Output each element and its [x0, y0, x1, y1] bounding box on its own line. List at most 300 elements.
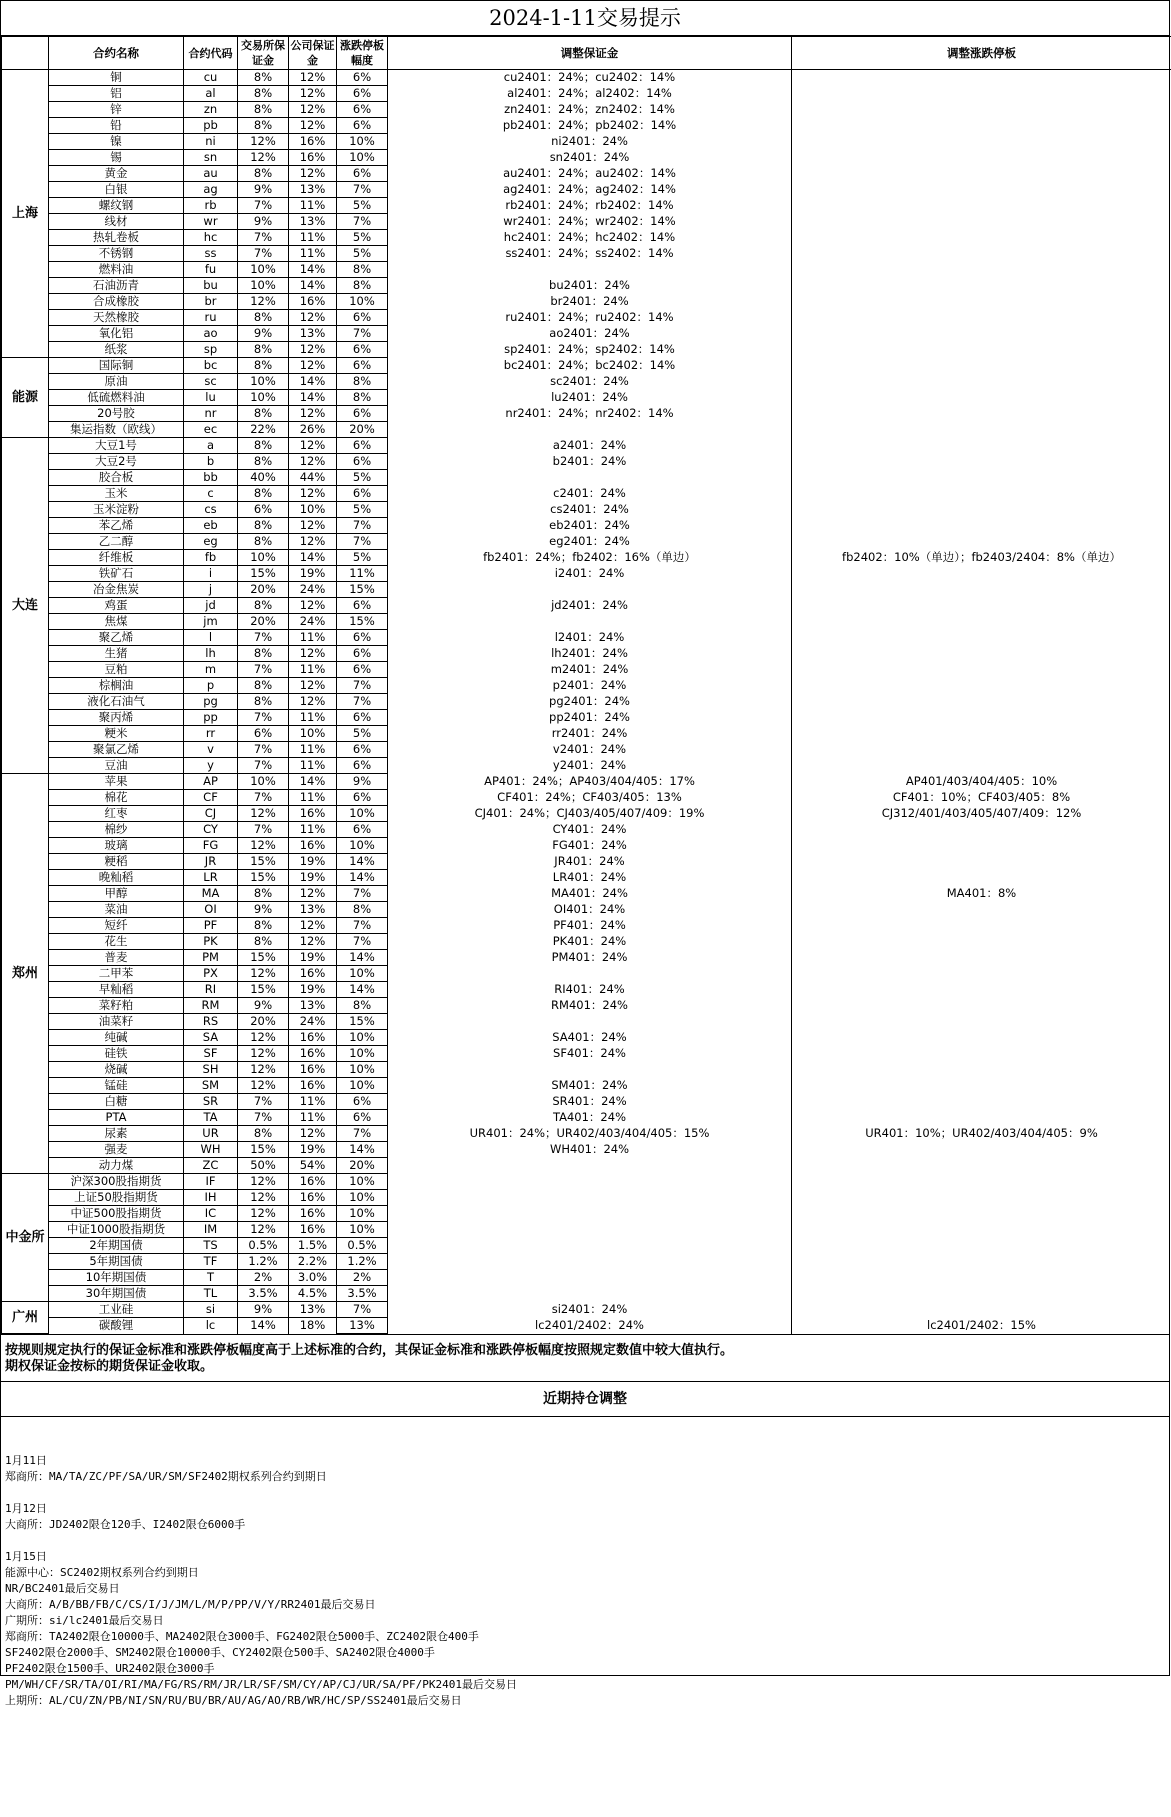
table-row — [2, 70, 1171, 86]
limit-range: 14% — [337, 854, 388, 870]
adjust-limit — [792, 1110, 1171, 1126]
exchange-margin: 12% — [238, 1030, 289, 1046]
company-margin: 12% — [289, 86, 337, 102]
adjust-margin — [388, 1158, 792, 1174]
company-margin: 12% — [289, 486, 337, 502]
exchange-margin: 8% — [238, 166, 289, 182]
company-margin: 19% — [289, 1142, 337, 1158]
adjust-limit — [792, 166, 1171, 182]
adjust-limit — [792, 1190, 1171, 1206]
adjust-margin: LR401：24% — [388, 870, 792, 886]
adjust-limit — [792, 86, 1171, 102]
recent-line: 1月12日 — [5, 1502, 47, 1515]
limit-range: 6% — [337, 438, 388, 454]
table-row — [2, 790, 1171, 806]
company-margin: 16% — [289, 1222, 337, 1238]
header-exchange — [2, 37, 49, 70]
company-margin: 13% — [289, 214, 337, 230]
contract-code: lu — [184, 390, 238, 406]
exchange-cell: 能源 — [2, 358, 49, 438]
contract-code: zn — [184, 102, 238, 118]
exchange-margin: 12% — [238, 1206, 289, 1222]
margin-table — [1, 36, 1171, 1334]
contract-name: 晚籼稻 — [49, 870, 184, 886]
exchange-margin: 9% — [238, 902, 289, 918]
limit-range: 7% — [337, 326, 388, 342]
exchange-margin: 6% — [238, 502, 289, 518]
exchange-cell: 郑州 — [2, 774, 49, 1174]
exchange-margin: 12% — [238, 806, 289, 822]
contract-code: nr — [184, 406, 238, 422]
company-margin: 14% — [289, 550, 337, 566]
limit-range: 5% — [337, 246, 388, 262]
company-margin: 16% — [289, 1206, 337, 1222]
contract-code: bb — [184, 470, 238, 486]
contract-code: PK — [184, 934, 238, 950]
exchange-margin: 7% — [238, 790, 289, 806]
recent-line: 广期所：si/lc2401最后交易日 — [5, 1614, 164, 1627]
adjust-limit — [792, 454, 1171, 470]
adjust-limit — [792, 214, 1171, 230]
contract-name: 液化石油气 — [49, 694, 184, 710]
contract-name: 中证1000股指期货 — [49, 1222, 184, 1238]
exchange-margin: 7% — [238, 822, 289, 838]
adjust-margin: FG401：24% — [388, 838, 792, 854]
table-row — [2, 838, 1171, 854]
contract-code: cs — [184, 502, 238, 518]
limit-range: 6% — [337, 486, 388, 502]
adjust-margin: cs2401：24% — [388, 502, 792, 518]
adjust-limit — [792, 1094, 1171, 1110]
contract-name: 棉花 — [49, 790, 184, 806]
adjust-margin: v2401：24% — [388, 742, 792, 758]
contract-code: pg — [184, 694, 238, 710]
exchange-margin: 7% — [238, 1110, 289, 1126]
contract-code: y — [184, 758, 238, 774]
spacer — [5, 1485, 1165, 1501]
exchange-margin: 22% — [238, 422, 289, 438]
company-margin: 16% — [289, 1078, 337, 1094]
contract-code: IM — [184, 1222, 238, 1238]
company-margin: 19% — [289, 854, 337, 870]
company-margin: 19% — [289, 870, 337, 886]
table-row — [2, 246, 1171, 262]
contract-name: 乙二醇 — [49, 534, 184, 550]
adjust-margin — [388, 582, 792, 598]
recent-line: 1月15日 — [5, 1550, 47, 1563]
table-row — [2, 598, 1171, 614]
table-row — [2, 310, 1171, 326]
contract-code: TF — [184, 1254, 238, 1270]
table-row — [2, 1286, 1171, 1302]
adjust-limit: AP401/403/404/405：10% — [792, 774, 1171, 790]
adjust-limit — [792, 438, 1171, 454]
recent-line: 大商所：A/B/BB/FB/C/CS/I/J/JM/L/M/P/PP/V/Y/RR2401最后交易日 — [5, 1598, 376, 1611]
limit-range: 6% — [337, 102, 388, 118]
table-row — [2, 1078, 1171, 1094]
limit-range: 7% — [337, 182, 388, 198]
adjust-margin: al2401：24%；al2402：14% — [388, 86, 792, 102]
adjust-limit — [792, 326, 1171, 342]
company-margin: 16% — [289, 838, 337, 854]
contract-name: 棉纱 — [49, 822, 184, 838]
limit-range: 8% — [337, 278, 388, 294]
contract-code: T — [184, 1270, 238, 1286]
exchange-margin: 8% — [238, 438, 289, 454]
adjust-limit — [792, 182, 1171, 198]
exchange-margin: 9% — [238, 1302, 289, 1318]
adjust-margin: bu2401：24% — [388, 278, 792, 294]
adjust-margin: bc2401：24%；bc2402：14% — [388, 358, 792, 374]
adjust-margin: SF401：24% — [388, 1046, 792, 1062]
adjust-margin: l2401：24% — [388, 630, 792, 646]
adjust-margin: TA401：24% — [388, 1110, 792, 1126]
table-row — [2, 214, 1171, 230]
exchange-margin: 12% — [238, 838, 289, 854]
table-row — [2, 982, 1171, 998]
adjust-limit — [792, 150, 1171, 166]
contract-code: lh — [184, 646, 238, 662]
table-row — [2, 518, 1171, 534]
table-row — [2, 150, 1171, 166]
adjust-margin: pg2401：24% — [388, 694, 792, 710]
exchange-margin: 8% — [238, 1126, 289, 1142]
contract-code: i — [184, 566, 238, 582]
limit-range: 6% — [337, 70, 388, 86]
company-margin: 13% — [289, 902, 337, 918]
company-margin: 12% — [289, 886, 337, 902]
company-margin: 4.5% — [289, 1286, 337, 1302]
limit-range: 7% — [337, 1126, 388, 1142]
table-row — [2, 774, 1171, 790]
adjust-limit — [792, 982, 1171, 998]
company-margin: 11% — [289, 630, 337, 646]
header-adjust-limit: 调整涨跌停板 — [792, 37, 1171, 70]
adjust-limit — [792, 422, 1171, 438]
adjust-margin: hc2401：24%；hc2402：14% — [388, 230, 792, 246]
adjust-limit — [792, 758, 1171, 774]
exchange-margin: 7% — [238, 662, 289, 678]
limit-range: 10% — [337, 838, 388, 854]
contract-code: bc — [184, 358, 238, 374]
adjust-margin: ag2401：24%；ag2402：14% — [388, 182, 792, 198]
adjust-margin — [388, 1062, 792, 1078]
limit-range: 20% — [337, 1158, 388, 1174]
limit-range: 15% — [337, 1014, 388, 1030]
exchange-margin: 8% — [238, 454, 289, 470]
header-exchange-margin: 交易所保证金 — [238, 37, 289, 70]
adjust-limit — [792, 566, 1171, 582]
contract-name: 粳稻 — [49, 854, 184, 870]
recent-line: SF2402限仓2000手、SM2402限仓10000手、CY2402限仓500手、SA2402限仓4000手 — [5, 1646, 435, 1659]
adjust-limit — [792, 518, 1171, 534]
adjust-margin: eg2401：24% — [388, 534, 792, 550]
adjust-limit — [792, 1142, 1171, 1158]
limit-range: 1.2% — [337, 1254, 388, 1270]
adjust-limit — [792, 230, 1171, 246]
table-row — [2, 86, 1171, 102]
company-margin: 13% — [289, 326, 337, 342]
company-margin: 16% — [289, 806, 337, 822]
adjust-limit — [792, 1302, 1171, 1318]
contract-code: pp — [184, 710, 238, 726]
exchange-margin: 8% — [238, 118, 289, 134]
exchange-margin: 20% — [238, 582, 289, 598]
adjust-limit — [792, 1174, 1171, 1190]
adjust-margin: sc2401：24% — [388, 374, 792, 390]
contract-name: 铅 — [49, 118, 184, 134]
limit-range: 10% — [337, 1206, 388, 1222]
adjust-limit — [792, 1062, 1171, 1078]
contract-name: 10年期国债 — [49, 1270, 184, 1286]
exchange-margin: 7% — [238, 230, 289, 246]
company-margin: 44% — [289, 470, 337, 486]
limit-range: 10% — [337, 1062, 388, 1078]
table-row — [2, 342, 1171, 358]
limit-range: 2% — [337, 1270, 388, 1286]
exchange-margin: 7% — [238, 246, 289, 262]
limit-range: 6% — [337, 342, 388, 358]
table-row — [2, 422, 1171, 438]
table-row — [2, 678, 1171, 694]
contract-code: cu — [184, 70, 238, 86]
exchange-margin: 3.5% — [238, 1286, 289, 1302]
exchange-margin: 1.2% — [238, 1254, 289, 1270]
limit-range: 7% — [337, 1302, 388, 1318]
table-row — [2, 630, 1171, 646]
exchange-margin: 8% — [238, 678, 289, 694]
contract-code: ao — [184, 326, 238, 342]
adjust-limit: MA401：8% — [792, 886, 1171, 902]
exchange-margin: 8% — [238, 934, 289, 950]
table-row — [2, 1270, 1171, 1286]
limit-range: 6% — [337, 310, 388, 326]
table-row — [2, 134, 1171, 150]
exchange-margin: 8% — [238, 102, 289, 118]
exchange-margin: 12% — [238, 1062, 289, 1078]
company-margin: 16% — [289, 150, 337, 166]
table-row — [2, 1142, 1171, 1158]
table-row — [2, 262, 1171, 278]
exchange-cell: 大连 — [2, 438, 49, 774]
limit-range: 8% — [337, 998, 388, 1014]
contract-name: 苯乙烯 — [49, 518, 184, 534]
contract-name: 白糖 — [49, 1094, 184, 1110]
table-row — [2, 1062, 1171, 1078]
contract-name: 尿素 — [49, 1126, 184, 1142]
contract-name: 甲醇 — [49, 886, 184, 902]
exchange-margin: 8% — [238, 646, 289, 662]
adjust-margin: sp2401：24%；sp2402：14% — [388, 342, 792, 358]
adjust-margin: rr2401：24% — [388, 726, 792, 742]
header-company-margin: 公司保证金 — [289, 37, 337, 70]
recent-line: 郑商所：TA2402限仓10000手、MA2402限仓3000手、FG2402限仓5000手、ZC2402限仓400手 — [5, 1630, 479, 1643]
exchange-margin: 15% — [238, 566, 289, 582]
contract-name: 铁矿石 — [49, 566, 184, 582]
contract-code: sp — [184, 342, 238, 358]
adjust-limit — [792, 198, 1171, 214]
adjust-limit — [792, 246, 1171, 262]
adjust-limit — [792, 470, 1171, 486]
adjust-limit — [792, 342, 1171, 358]
adjust-margin: lh2401：24% — [388, 646, 792, 662]
adjust-margin: zn2401：24%；zn2402：14% — [388, 102, 792, 118]
contract-code: sc — [184, 374, 238, 390]
company-margin: 12% — [289, 534, 337, 550]
exchange-margin: 15% — [238, 950, 289, 966]
exchange-margin: 8% — [238, 406, 289, 422]
exchange-margin: 9% — [238, 182, 289, 198]
adjust-limit: lc2401/2402：15% — [792, 1318, 1171, 1334]
table-row — [2, 950, 1171, 966]
table-row — [2, 198, 1171, 214]
contract-name: 大豆1号 — [49, 438, 184, 454]
adjust-margin — [388, 1190, 792, 1206]
contract-name: 铜 — [49, 70, 184, 86]
adjust-limit — [792, 1206, 1171, 1222]
exchange-margin: 8% — [238, 86, 289, 102]
contract-code: fu — [184, 262, 238, 278]
adjust-limit: fb2402：10%（单边）；fb2403/2404：8%（单边） — [792, 550, 1171, 566]
adjust-margin: br2401：24% — [388, 294, 792, 310]
table-row — [2, 502, 1171, 518]
company-margin: 3.0% — [289, 1270, 337, 1286]
limit-range: 5% — [337, 230, 388, 246]
adjust-limit — [792, 678, 1171, 694]
table-row — [2, 390, 1171, 406]
adjust-limit — [792, 822, 1171, 838]
table-row — [2, 966, 1171, 982]
page-title: 2024-1-11交易提示 — [1, 1, 1169, 36]
contract-code: lc — [184, 1318, 238, 1334]
limit-range: 14% — [337, 870, 388, 886]
table-row — [2, 1302, 1171, 1318]
exchange-margin: 15% — [238, 854, 289, 870]
company-margin: 12% — [289, 598, 337, 614]
company-margin: 16% — [289, 1062, 337, 1078]
contract-name: 锡 — [49, 150, 184, 166]
table-row — [2, 1174, 1171, 1190]
contract-code: j — [184, 582, 238, 598]
exchange-margin: 12% — [238, 1190, 289, 1206]
contract-code: l — [184, 630, 238, 646]
spacer — [5, 1533, 1165, 1549]
limit-range: 10% — [337, 1046, 388, 1062]
limit-range: 6% — [337, 790, 388, 806]
exchange-margin: 7% — [238, 710, 289, 726]
contract-code: MA — [184, 886, 238, 902]
limit-range: 6% — [337, 166, 388, 182]
contract-name: 2年期国债 — [49, 1238, 184, 1254]
exchange-margin: 20% — [238, 1014, 289, 1030]
contract-code: v — [184, 742, 238, 758]
exchange-margin: 8% — [238, 534, 289, 550]
exchange-margin: 8% — [238, 918, 289, 934]
adjust-margin: pp2401：24% — [388, 710, 792, 726]
table-row — [2, 726, 1171, 742]
adjust-margin — [388, 1174, 792, 1190]
contract-code: bu — [184, 278, 238, 294]
adjust-margin: wr2401：24%；wr2402：14% — [388, 214, 792, 230]
contract-code: ru — [184, 310, 238, 326]
contract-code: AP — [184, 774, 238, 790]
limit-range: 7% — [337, 534, 388, 550]
contract-name: 聚氯乙烯 — [49, 742, 184, 758]
table-row — [2, 1046, 1171, 1062]
exchange-margin: 8% — [238, 358, 289, 374]
table-row — [2, 694, 1171, 710]
contract-name: 低硫燃料油 — [49, 390, 184, 406]
adjust-margin: ao2401：24% — [388, 326, 792, 342]
contract-name: 二甲苯 — [49, 966, 184, 982]
exchange-margin: 12% — [238, 134, 289, 150]
table-row — [2, 918, 1171, 934]
contract-code: TA — [184, 1110, 238, 1126]
contract-name: 焦煤 — [49, 614, 184, 630]
contract-name: 棕榈油 — [49, 678, 184, 694]
adjust-limit — [792, 1222, 1171, 1238]
adjust-limit — [792, 1254, 1171, 1270]
limit-range: 6% — [337, 118, 388, 134]
adjust-limit — [792, 118, 1171, 134]
table-row — [2, 742, 1171, 758]
adjust-limit — [792, 1030, 1171, 1046]
recent-line: 大商所：JD2402限仓120手、I2402限仓6000手 — [5, 1518, 246, 1531]
adjust-margin: m2401：24% — [388, 662, 792, 678]
contract-name: 燃料油 — [49, 262, 184, 278]
recent-line: PM/WH/CF/SR/TA/OI/RI/MA/FG/RS/RM/JR/LR/SF/SM/CY/AP/CJ/UR/SA/PF/PK2401最后交易日 — [5, 1678, 517, 1691]
limit-range: 7% — [337, 934, 388, 950]
exchange-margin: 9% — [238, 998, 289, 1014]
contract-code: RS — [184, 1014, 238, 1030]
limit-range: 14% — [337, 1142, 388, 1158]
company-margin: 11% — [289, 662, 337, 678]
contract-code: SF — [184, 1046, 238, 1062]
contract-name: 菜油 — [49, 902, 184, 918]
contract-code: TS — [184, 1238, 238, 1254]
contract-name: 原油 — [49, 374, 184, 390]
contract-name: 苹果 — [49, 774, 184, 790]
adjust-margin: sn2401：24% — [388, 150, 792, 166]
exchange-margin: 8% — [238, 342, 289, 358]
company-margin: 12% — [289, 118, 337, 134]
company-margin: 12% — [289, 358, 337, 374]
adjust-margin: ni2401：24% — [388, 134, 792, 150]
company-margin: 2.2% — [289, 1254, 337, 1270]
company-margin: 19% — [289, 982, 337, 998]
adjust-limit — [792, 502, 1171, 518]
contract-name: 粳米 — [49, 726, 184, 742]
recent-line: NR/BC2401最后交易日 — [5, 1582, 120, 1595]
adjust-margin: WH401：24% — [388, 1142, 792, 1158]
company-margin: 14% — [289, 262, 337, 278]
adjust-margin — [388, 966, 792, 982]
company-margin: 12% — [289, 918, 337, 934]
contract-code: RM — [184, 998, 238, 1014]
adjust-margin: si2401：24% — [388, 1302, 792, 1318]
exchange-margin: 10% — [238, 374, 289, 390]
table-header-row — [2, 37, 1171, 70]
adjust-margin: CF401：24%；CF403/405：13% — [388, 790, 792, 806]
adjust-limit — [792, 278, 1171, 294]
adjust-margin — [388, 262, 792, 278]
limit-range: 8% — [337, 262, 388, 278]
company-margin: 12% — [289, 646, 337, 662]
limit-range: 6% — [337, 406, 388, 422]
adjust-margin: CJ401：24%；CJ403/405/407/409：19% — [388, 806, 792, 822]
limit-range: 6% — [337, 758, 388, 774]
adjust-limit — [792, 694, 1171, 710]
